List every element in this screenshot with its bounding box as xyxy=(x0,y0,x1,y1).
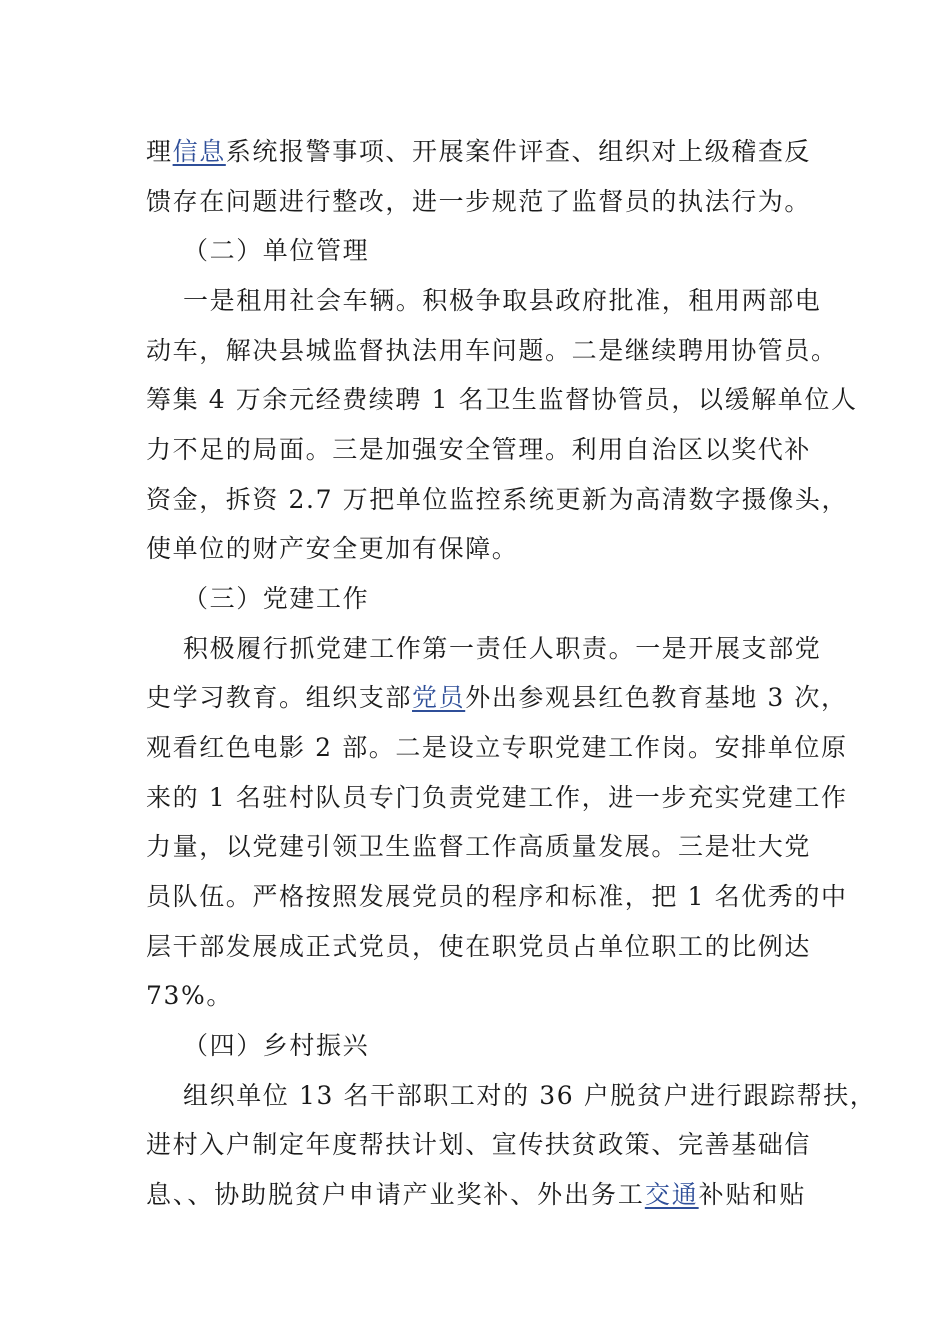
text-line: 来的 1 名驻村队员专门负责党建工作，进一步充实党建工作 xyxy=(146,783,848,812)
section-heading: （三）党建工作 xyxy=(183,584,370,613)
text-line: 力不足的局面。三是加强安全管理。利用自治区以奖代补 xyxy=(146,435,812,464)
link-dangyuan[interactable]: 党员 xyxy=(412,683,466,712)
text-line: 积极履行抓党建工作第一责任人职责。一是开展支部党 xyxy=(183,634,822,663)
text-line: 馈存在问题进行整改，进一步规范了监督员的执法行为。 xyxy=(146,187,812,216)
text-line: 理信息系统报警事项、开展案件评查、组织对上级稽查反 xyxy=(146,137,812,166)
section-heading: （四）乡村振兴 xyxy=(183,1031,370,1060)
link-jiaotong[interactable]: 交通 xyxy=(644,1180,699,1209)
link-xinxi[interactable]: 信息 xyxy=(172,137,226,166)
text-line: 息、、协助脱贫户申请产业奖补、外出务工交通补贴和贴 xyxy=(146,1180,806,1209)
text-line: 层干部发展成正式党员，使在职党员占单位职工的比例达 xyxy=(146,932,812,961)
text-line: 使单位的财产安全更加有保障。 xyxy=(146,534,519,563)
text-line: 动车，解决县城监督执法用车问题。二是继续聘用协管员。 xyxy=(146,336,838,365)
text-line: 筹集 4 万余元经费续聘 1 名卫生监督协管员，以缓解单位人 xyxy=(146,385,858,414)
text-line: 资金，拆资 2.7 万把单位监控系统更新为高清数字摄像头， xyxy=(146,485,849,514)
text-line: 组织单位 13 名干部职工对的 36 户脱贫户进行跟踪帮扶， xyxy=(183,1081,877,1110)
text-line: 史学习教育。组织支部党员外出参观县红色教育基地 3 次， xyxy=(146,683,848,712)
text-line: 进村入户制定年度帮扶计划、宣传扶贫政策、完善基础信 xyxy=(146,1130,812,1159)
text-line: 力量，以党建引领卫生监督工作高质量发展。三是壮大党 xyxy=(146,832,812,861)
text-line: 73%。 xyxy=(146,981,233,1010)
text-line: 一是租用社会车辆。积极争取县政府批准，租用两部电 xyxy=(183,286,822,315)
text-line: 员队伍。严格按照发展党员的程序和标准，把 1 名优秀的中 xyxy=(146,882,848,911)
section-heading: （二）单位管理 xyxy=(183,236,370,265)
text-line: 观看红色电影 2 部。二是设立专职党建工作岗。安排单位原 xyxy=(146,733,848,762)
